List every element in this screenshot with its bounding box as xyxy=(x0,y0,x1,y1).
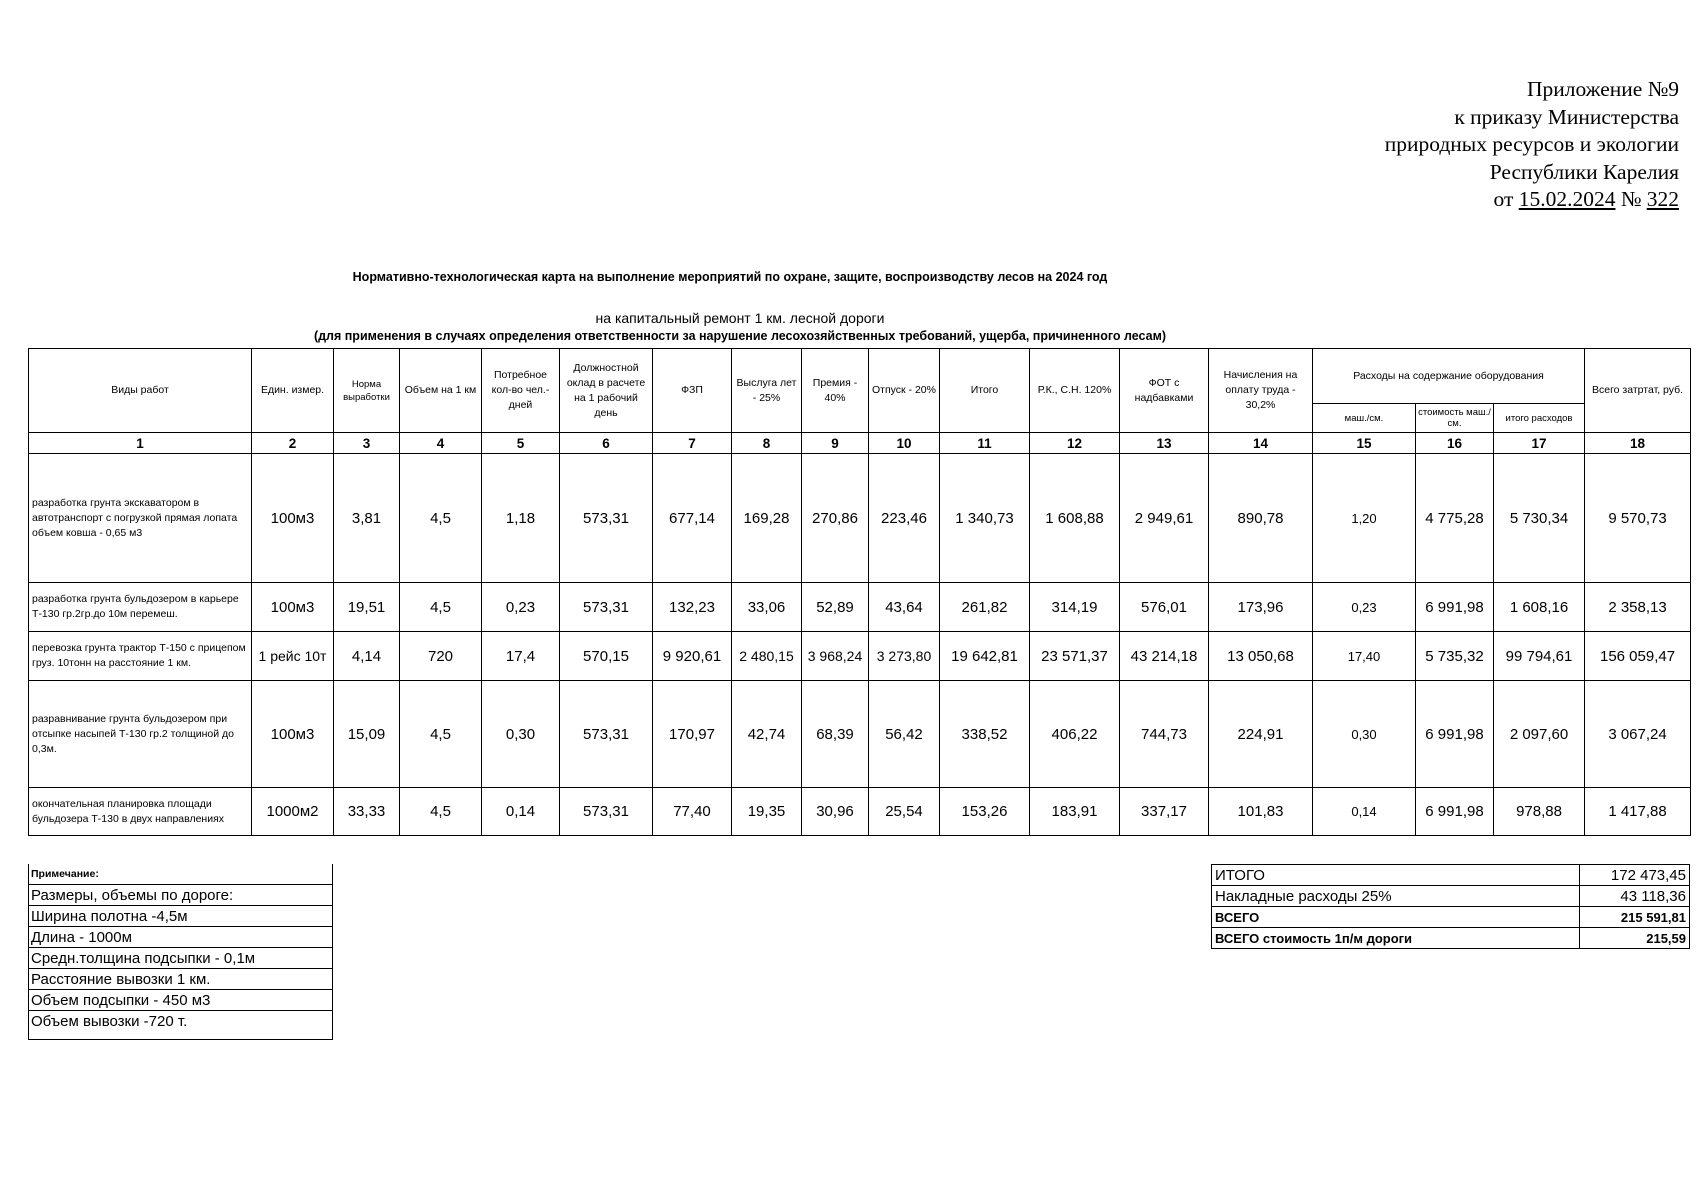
seniority-cell: 33,06 xyxy=(732,583,802,632)
document-application-note: (для применения в случаях определения ответственности за нарушение лесохозяйственных требований, ущерба, причиненного лесам) xyxy=(313,329,1167,343)
header-rk-sn: Р.К., С.Н. 120% xyxy=(1030,349,1120,433)
unit-cell: 100м3 xyxy=(252,681,334,788)
note-item: Ширина полотна -4,5м xyxy=(28,906,333,927)
grand-total-cell: 1 417,88 xyxy=(1585,788,1691,836)
notes-label: Примечание: xyxy=(28,864,333,885)
accruals-cell: 890,78 xyxy=(1209,454,1313,583)
rk-sn-cell: 314,19 xyxy=(1030,583,1120,632)
grand-total-cell: 3 067,24 xyxy=(1585,681,1691,788)
work-type-cell: разравнивание грунта бульдозером при отсыпке насыпей Т-130 гр.2 толщиной до 0,3м. xyxy=(29,681,252,788)
header-salary: Должностной оклад в расчете на 1 рабочий день xyxy=(560,349,653,433)
accruals-cell: 173,96 xyxy=(1209,583,1313,632)
salary-cell: 573,31 xyxy=(560,583,653,632)
fzp-cell: 132,23 xyxy=(653,583,732,632)
subtotal-cell: 19 642,81 xyxy=(940,632,1030,681)
date-prefix: от xyxy=(1493,187,1514,211)
rk-sn-cell: 406,22 xyxy=(1030,681,1120,788)
bonus-cell: 52,89 xyxy=(802,583,869,632)
header-fot: ФОТ с надбавками xyxy=(1120,349,1209,433)
bonus-cell: 3 968,24 xyxy=(802,632,869,681)
appendix-line: Приложение №9 xyxy=(1526,77,1679,101)
unit-cell: 100м3 xyxy=(252,454,334,583)
man-days-cell: 0,14 xyxy=(482,788,560,836)
accruals-cell: 101,83 xyxy=(1209,788,1313,836)
fot-cell: 576,01 xyxy=(1120,583,1209,632)
volume-cell: 4,5 xyxy=(400,788,482,836)
column-number: 6 xyxy=(560,433,653,454)
norm-cell: 19,51 xyxy=(334,583,400,632)
grand-total-label: ВСЕГО xyxy=(1212,907,1580,928)
column-number: 2 xyxy=(252,433,334,454)
column-number: 10 xyxy=(869,433,940,454)
column-number: 14 xyxy=(1209,433,1313,454)
header-shift-cost: стоимость маш./см. xyxy=(1416,404,1494,433)
unit-cell: 1 рейс 10т xyxy=(252,632,334,681)
volume-cell: 4,5 xyxy=(400,681,482,788)
seniority-cell: 169,28 xyxy=(732,454,802,583)
column-number-row xyxy=(29,433,1691,454)
column-number: 13 xyxy=(1120,433,1209,454)
man-days-cell: 0,30 xyxy=(482,681,560,788)
per-meter-value: 215,59 xyxy=(1580,928,1690,949)
header-subtotal: Итого xyxy=(940,349,1030,433)
salary-cell: 573,31 xyxy=(560,681,653,788)
accruals-cell: 224,91 xyxy=(1209,681,1313,788)
work-type-cell: окончательная планировка площади бульдозера Т-130 в двух направлениях xyxy=(29,788,252,836)
totals-row xyxy=(1212,865,1690,886)
header-work-type: Виды работ xyxy=(29,349,252,433)
shift-cost-cell: 6 991,98 xyxy=(1416,583,1494,632)
column-number: 12 xyxy=(1030,433,1120,454)
column-number: 16 xyxy=(1416,433,1494,454)
shift-cost-cell: 6 991,98 xyxy=(1416,788,1494,836)
note-item: Расстояние вывозки 1 км. xyxy=(28,969,333,990)
totals-row xyxy=(1212,886,1690,907)
cost-table xyxy=(28,348,1691,836)
column-number: 9 xyxy=(802,433,869,454)
shift-cost-cell: 6 991,98 xyxy=(1416,681,1494,788)
man-days-cell: 17,4 xyxy=(482,632,560,681)
column-number: 3 xyxy=(334,433,400,454)
equipment-total-cell: 978,88 xyxy=(1494,788,1585,836)
column-number: 15 xyxy=(1313,433,1416,454)
column-number: 17 xyxy=(1494,433,1585,454)
header-bonus: Премия - 40% xyxy=(802,349,869,433)
number-prefix: № xyxy=(1620,187,1642,211)
bonus-cell: 270,86 xyxy=(802,454,869,583)
header-equipment-group: Расходы на содержание оборудования xyxy=(1313,349,1585,404)
republic-line: Республики Карелия xyxy=(1489,159,1679,184)
notes-block xyxy=(28,864,333,1031)
header-machine-shifts: маш./см. xyxy=(1313,404,1416,433)
fot-cell: 744,73 xyxy=(1120,681,1209,788)
fzp-cell: 677,14 xyxy=(653,454,732,583)
column-number: 8 xyxy=(732,433,802,454)
note-item: Объем подсыпки - 450 м3 xyxy=(28,990,333,1011)
table-row xyxy=(29,681,1691,788)
grand-total-cell: 9 570,73 xyxy=(1585,454,1691,583)
header-volume: Объем на 1 км xyxy=(400,349,482,433)
vacation-cell: 223,46 xyxy=(869,454,940,583)
machine-shifts-cell: 0,14 xyxy=(1313,788,1416,836)
seniority-cell: 2 480,15 xyxy=(732,632,802,681)
accruals-cell: 13 050,68 xyxy=(1209,632,1313,681)
totals-row xyxy=(1212,928,1690,949)
order-number: 322 xyxy=(1646,187,1679,211)
table-row xyxy=(29,583,1691,632)
machine-shifts-cell: 17,40 xyxy=(1313,632,1416,681)
man-days-cell: 1,18 xyxy=(482,454,560,583)
subtotal-cell: 153,26 xyxy=(940,788,1030,836)
column-number: 4 xyxy=(400,433,482,454)
totals-row xyxy=(1212,907,1690,928)
header-man-days: Потребное кол-во чел.-дней xyxy=(482,349,560,433)
equipment-total-cell: 5 730,34 xyxy=(1494,454,1585,583)
subtotal-cell: 1 340,73 xyxy=(940,454,1030,583)
header-unit: Един. измер. xyxy=(252,349,334,433)
norm-cell: 33,33 xyxy=(334,788,400,836)
order-date: 15.02.2024 xyxy=(1518,187,1616,211)
vacation-cell: 43,64 xyxy=(869,583,940,632)
document-title: Нормативно-технологическая карта на выполнение мероприятий по охране, защите, воспроизводству лесов на 2024 год xyxy=(352,270,1108,284)
rk-sn-cell: 183,91 xyxy=(1030,788,1120,836)
rk-sn-cell: 23 571,37 xyxy=(1030,632,1120,681)
unit-cell: 100м3 xyxy=(252,583,334,632)
total-value: 172 473,45 xyxy=(1580,865,1690,886)
header-fzp: ФЗП xyxy=(653,349,732,433)
header-grand-total: Всего затртат, руб. xyxy=(1585,349,1691,433)
total-label: ИТОГО xyxy=(1212,865,1580,886)
equipment-total-cell: 99 794,61 xyxy=(1494,632,1585,681)
shift-cost-cell: 5 735,32 xyxy=(1416,632,1494,681)
shift-cost-cell: 4 775,28 xyxy=(1416,454,1494,583)
document-subtitle: на капитальный ремонт 1 км. лесной дороги xyxy=(595,310,885,326)
fzp-cell: 170,97 xyxy=(653,681,732,788)
equipment-total-cell: 1 608,16 xyxy=(1494,583,1585,632)
overhead-label: Накладные расходы 25% xyxy=(1212,886,1580,907)
grand-total-value: 215 591,81 xyxy=(1580,907,1690,928)
volume-cell: 720 xyxy=(400,632,482,681)
fot-cell: 43 214,18 xyxy=(1120,632,1209,681)
note-item: Размеры, объемы по дороге: xyxy=(28,885,333,906)
subtotal-cell: 261,82 xyxy=(940,583,1030,632)
machine-shifts-cell: 0,30 xyxy=(1313,681,1416,788)
unit-cell: 1000м2 xyxy=(252,788,334,836)
header-seniority: Выслуга лет - 25% xyxy=(732,349,802,433)
machine-shifts-cell: 1,20 xyxy=(1313,454,1416,583)
ministry-line: природных ресурсов и экологии xyxy=(1384,132,1679,156)
header-norm: Норма выработки xyxy=(334,349,400,433)
note-item: Объем вывозки -720 т. xyxy=(31,1012,188,1030)
table-row xyxy=(29,788,1691,836)
volume-cell: 4,5 xyxy=(400,583,482,632)
fzp-cell: 77,40 xyxy=(653,788,732,836)
bonus-cell: 68,39 xyxy=(802,681,869,788)
seniority-cell: 19,35 xyxy=(732,788,802,836)
work-type-cell: перевозка грунта трактор Т-150 с прицепом груз. 10тонн на расстояние 1 км. xyxy=(29,632,252,681)
document-header xyxy=(1385,76,1679,214)
work-type-cell: разработка грунта бульдозером в карьере Т-130 гр.2гр.до 10м перемеш. xyxy=(29,583,252,632)
fot-cell: 337,17 xyxy=(1120,788,1209,836)
machine-shifts-cell: 0,23 xyxy=(1313,583,1416,632)
fot-cell: 2 949,61 xyxy=(1120,454,1209,583)
note-item: Длина - 1000м xyxy=(28,927,333,948)
rk-sn-cell: 1 608,88 xyxy=(1030,454,1120,583)
column-number: 18 xyxy=(1585,433,1691,454)
fzp-cell: 9 920,61 xyxy=(653,632,732,681)
grand-total-cell: 2 358,13 xyxy=(1585,583,1691,632)
bonus-cell: 30,96 xyxy=(802,788,869,836)
note-item: Средн.толщина подсыпки - 0,1м xyxy=(28,948,333,969)
salary-cell: 573,31 xyxy=(560,788,653,836)
vacation-cell: 56,42 xyxy=(869,681,940,788)
table-row xyxy=(29,632,1691,681)
norm-cell: 15,09 xyxy=(334,681,400,788)
overhead-value: 43 118,36 xyxy=(1580,886,1690,907)
column-number: 11 xyxy=(940,433,1030,454)
header-accruals: Начисления на оплату труда - 30,2% xyxy=(1209,349,1313,433)
vacation-cell: 25,54 xyxy=(869,788,940,836)
volume-cell: 4,5 xyxy=(400,454,482,583)
header-equipment-total: итого расходов xyxy=(1494,404,1585,433)
per-meter-label: ВСЕГО стоимость 1п/м дороги xyxy=(1212,928,1580,949)
equipment-total-cell: 2 097,60 xyxy=(1494,681,1585,788)
order-line: к приказу Министерства xyxy=(1454,104,1679,129)
column-number: 5 xyxy=(482,433,560,454)
vacation-cell: 3 273,80 xyxy=(869,632,940,681)
date-number-line xyxy=(1385,186,1679,214)
subtotal-cell: 338,52 xyxy=(940,681,1030,788)
seniority-cell: 42,74 xyxy=(732,681,802,788)
column-number: 7 xyxy=(653,433,732,454)
norm-cell: 3,81 xyxy=(334,454,400,583)
work-type-cell: разработка грунта экскаватором в автотранспорт с погрузкой прямая лопата объем ковша - 0,65 м3 xyxy=(29,454,252,583)
column-number: 1 xyxy=(29,433,252,454)
header-vacation: Отпуск - 20% xyxy=(869,349,940,433)
man-days-cell: 0,23 xyxy=(482,583,560,632)
grand-total-cell: 156 059,47 xyxy=(1585,632,1691,681)
salary-cell: 573,31 xyxy=(560,454,653,583)
norm-cell: 4,14 xyxy=(334,632,400,681)
salary-cell: 570,15 xyxy=(560,632,653,681)
totals-block xyxy=(1211,864,1690,949)
table-row xyxy=(29,454,1691,583)
